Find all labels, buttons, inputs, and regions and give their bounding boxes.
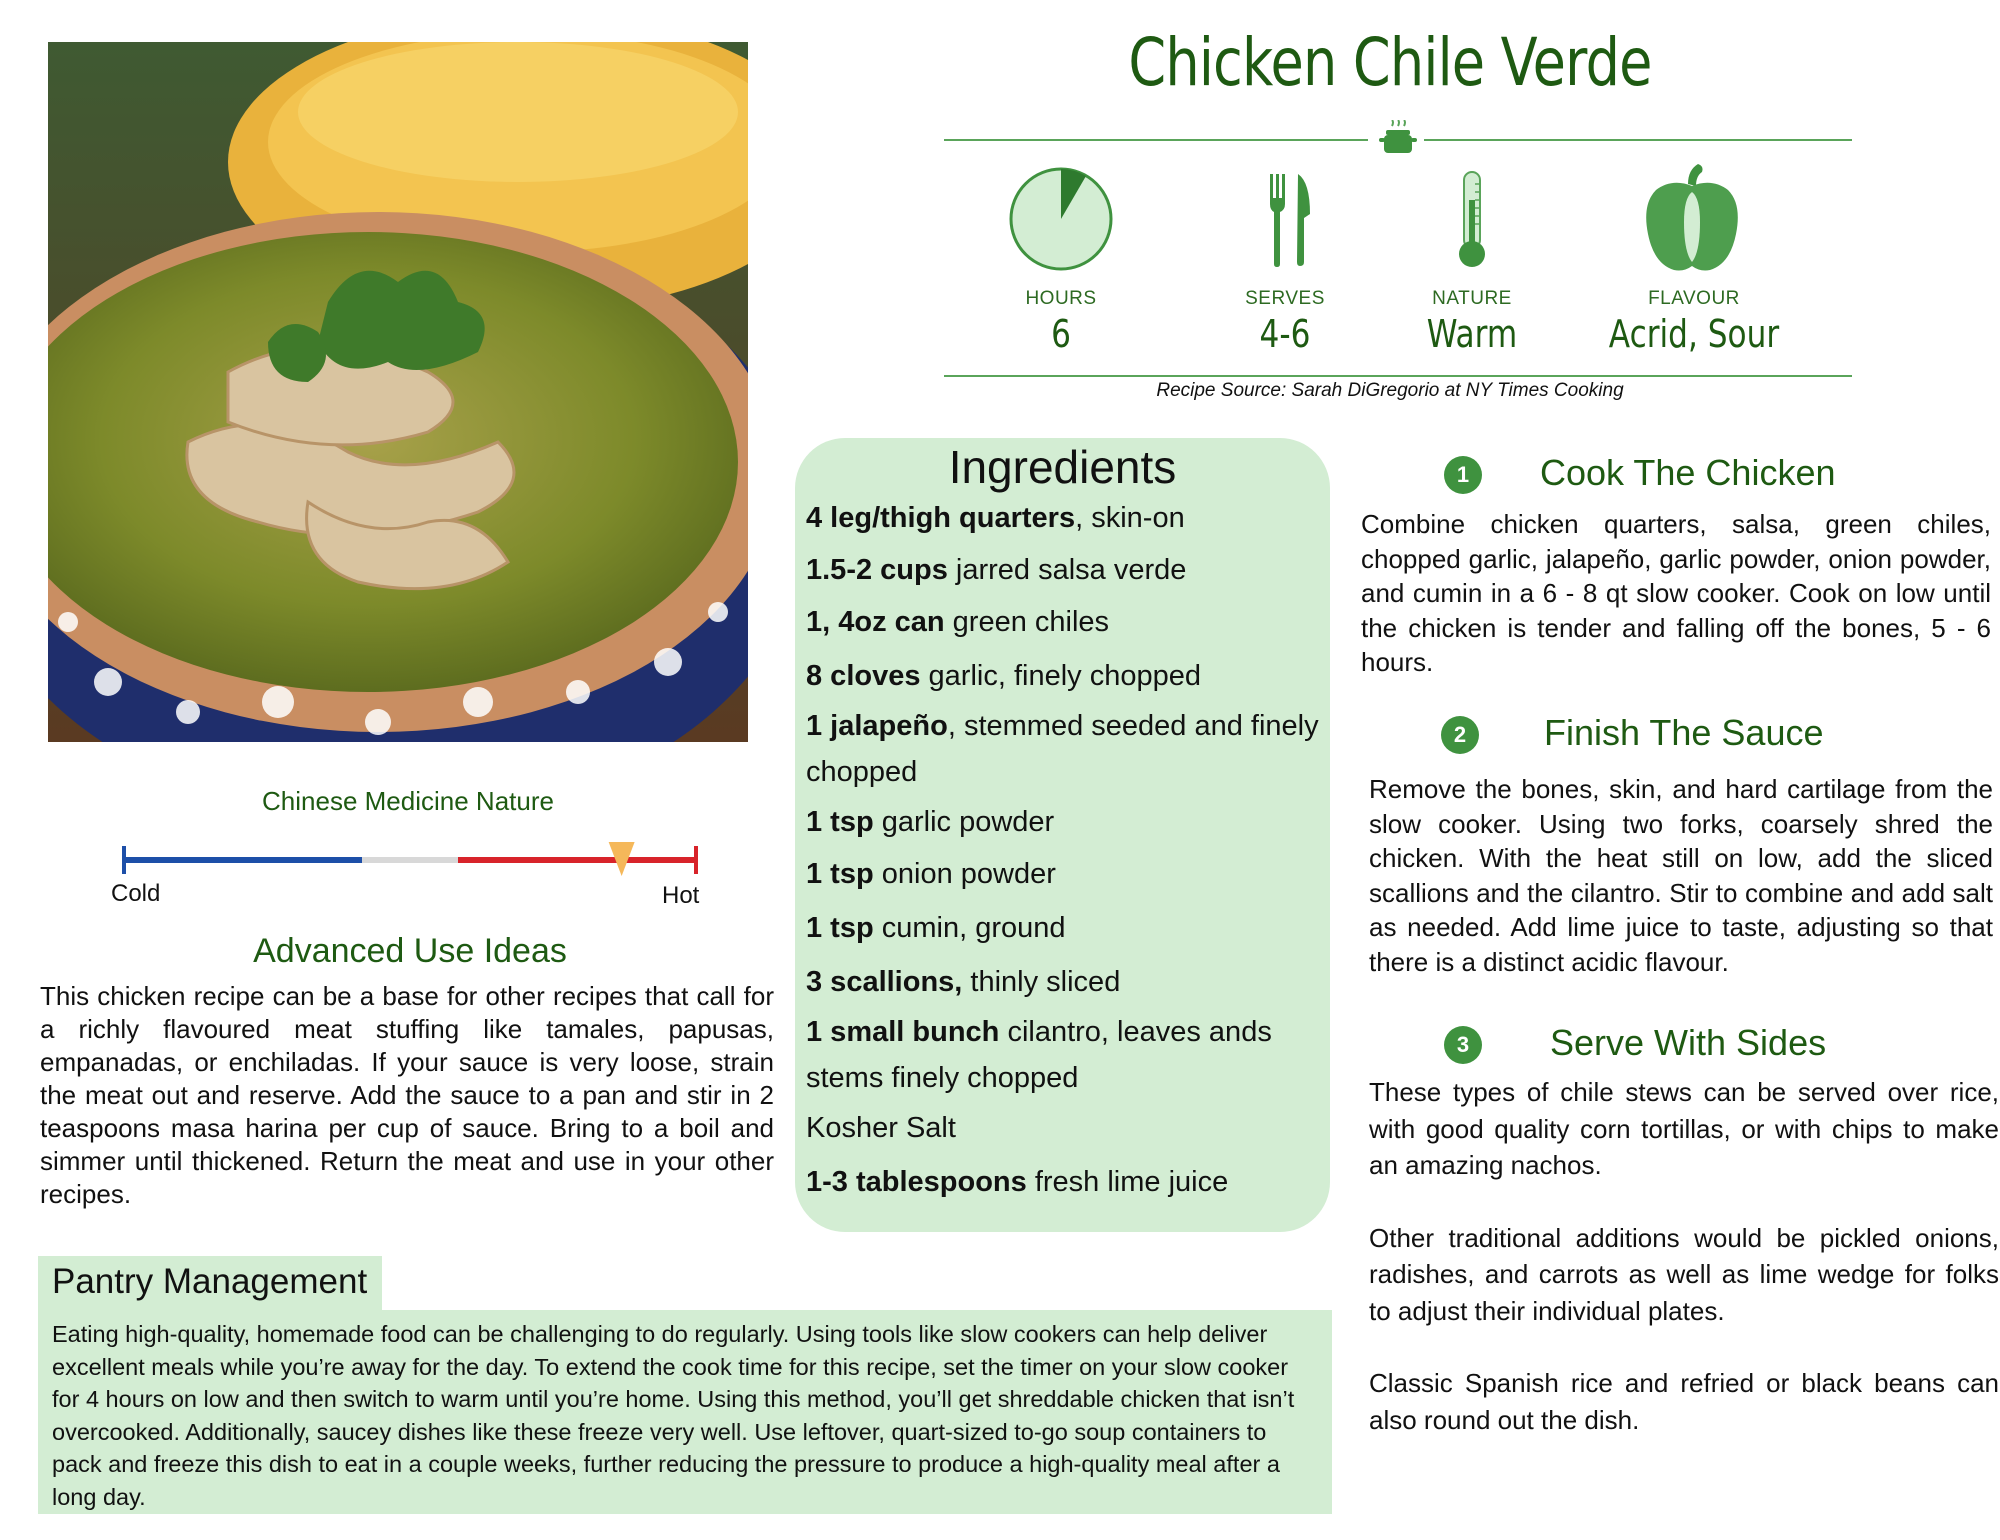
stat-label-serves: SERVES xyxy=(1245,288,1325,309)
stat-value-nature: Warm xyxy=(1426,312,1518,356)
ingredient-item: 1 small bunch cilantro, leaves ands stems finely chopped xyxy=(806,1016,1272,1094)
step-3-paragraph: Classic Spanish rice and refried or black beans can also round out the dish. xyxy=(1369,1368,1999,1435)
scale-neutral-segment xyxy=(362,857,458,863)
ingredients-title: Ingredients xyxy=(948,441,1177,493)
stat-label-flavour: FLAVOUR xyxy=(1648,288,1740,309)
title-divider-left xyxy=(944,139,1368,141)
step-2-title: Finish The Sauce xyxy=(1544,712,1824,753)
stat-label-nature: NATURE xyxy=(1432,288,1512,309)
cooking-pot-icon xyxy=(1378,120,1418,156)
thermometer-icon xyxy=(1455,170,1489,270)
scale-hot-tick xyxy=(694,846,698,874)
recipe-source: Recipe Source: Sarah DiGregorio at NY Times Cooking xyxy=(1156,380,1624,401)
ingredient-item: 1 tsp garlic powder xyxy=(806,806,1055,838)
nature-scale xyxy=(116,840,706,880)
ingredient-item: 1 tsp onion powder xyxy=(806,858,1056,890)
title-divider-right xyxy=(1424,139,1852,141)
scale-hot-segment xyxy=(458,857,696,863)
step-1-title: Cook The Chicken xyxy=(1540,452,1836,493)
step-1-number: 1 xyxy=(1444,456,1482,494)
bell-pepper-icon xyxy=(1644,162,1740,272)
pantry-text: Eating high-quality, homemade food can be challenging to do regularly. Using tools like slow cookers can help deliver excellent meals while you’re away for the day. To extend the cook time for this recipe, set the timer on your slow cooker for 4 hours on low and then switch to warm until you’re home. Using this method, you’ll get shreddable chicken that isn’t overcooked. Additionally, saucey dishes like these freeze very well. Use leftover, quart-sized to-go soup containers to pack and freeze this dish to eat in a couple weeks, further reducing the pressure to produce a high-quality meal after a long day. xyxy=(52,1321,1295,1510)
fork-knife-icon xyxy=(1268,172,1312,268)
pantry-title: Pantry Management xyxy=(52,1262,368,1301)
ingredient-item: 1, 4oz can green chiles xyxy=(806,606,1110,638)
ingredient-item: 1-3 tablespoons fresh lime juice xyxy=(806,1166,1229,1198)
stat-label-hours: HOURS xyxy=(1025,288,1097,309)
step-3-paragraph: These types of chile stews can be served over rice, with good quality corn tortillas, or with chips to make an amazing nachos. xyxy=(1369,1077,1999,1180)
ingredient-item: 1 jalapeño, stemmed seeded and finely chopped xyxy=(806,710,1319,788)
nature-scale-title: Chinese Medicine Nature xyxy=(262,786,554,816)
ingredient-item: 1.5-2 cups jarred salsa verde xyxy=(806,554,1187,586)
step-2-text: Remove the bones, skin, and hard cartilage from the slow cooker. Using two forks, coarsely shred the chicken. With the heat still on low, add the sliced scallions and the cilantro. Stir to combine and add salt as needed. Add lime juice to taste, adjusting so that there is a distinct acidic flavour. xyxy=(1369,774,1993,977)
stat-value-hours: 6 xyxy=(1051,312,1071,356)
ingredient-item: Kosher Salt xyxy=(806,1112,956,1144)
clock-pie-icon xyxy=(1008,166,1114,272)
scale-min-label: Cold xyxy=(111,880,161,907)
recipe-photo xyxy=(48,42,748,742)
ingredient-item: 4 leg/thigh quarters, skin-on xyxy=(806,502,1185,534)
step-3-body xyxy=(1369,1074,1999,1438)
scale-cold-segment xyxy=(124,857,362,863)
step-3-title: Serve With Sides xyxy=(1550,1022,1827,1063)
scale-max-label: Hot xyxy=(662,882,700,909)
stat-value-flavour: Acrid, Sour xyxy=(1608,312,1780,356)
advanced-use-text: This chicken recipe can be a base for other recipes that call for a richly flavoured meat stuffing like tamales, papusas, empanadas, or enchiladas. If your sauce is very loose, strain the meat out and reserve. Add the sauce to a pan and stir in 2 teaspoons masa harina per cup of sauce. Bring to a boil and simmer until thickened. Return the meat and use in your other recipes. xyxy=(40,981,774,1209)
stats-divider xyxy=(944,375,1852,377)
stat-value-serves: 4-6 xyxy=(1259,312,1311,356)
step-2-number: 2 xyxy=(1441,716,1479,754)
step-3-paragraph: Other traditional additions would be pickled onions, radishes, and carrots as well as lime wedge for folks to adjust their individual plates. xyxy=(1369,1222,1999,1326)
ingredient-item: 1 tsp cumin, ground xyxy=(806,912,1066,944)
step-1-text: Combine chicken quarters, salsa, green chiles, chopped garlic, jalapeño, garlic powder, onion powder, and cumin in a 6 - 8 qt slow cooker. Cook on low until the chicken is tender and falling off the bones, 5 - 6 hours. xyxy=(1361,509,1991,677)
recipe-title: Chicken Chile Verde xyxy=(1128,24,1652,101)
ingredient-item: 3 scallions, thinly sliced xyxy=(806,966,1121,998)
advanced-use-title: Advanced Use Ideas xyxy=(253,932,567,970)
ingredient-item: 8 cloves garlic, finely chopped xyxy=(806,660,1201,692)
step-3-number: 3 xyxy=(1444,1026,1482,1064)
ingredients-list xyxy=(806,495,1326,1205)
